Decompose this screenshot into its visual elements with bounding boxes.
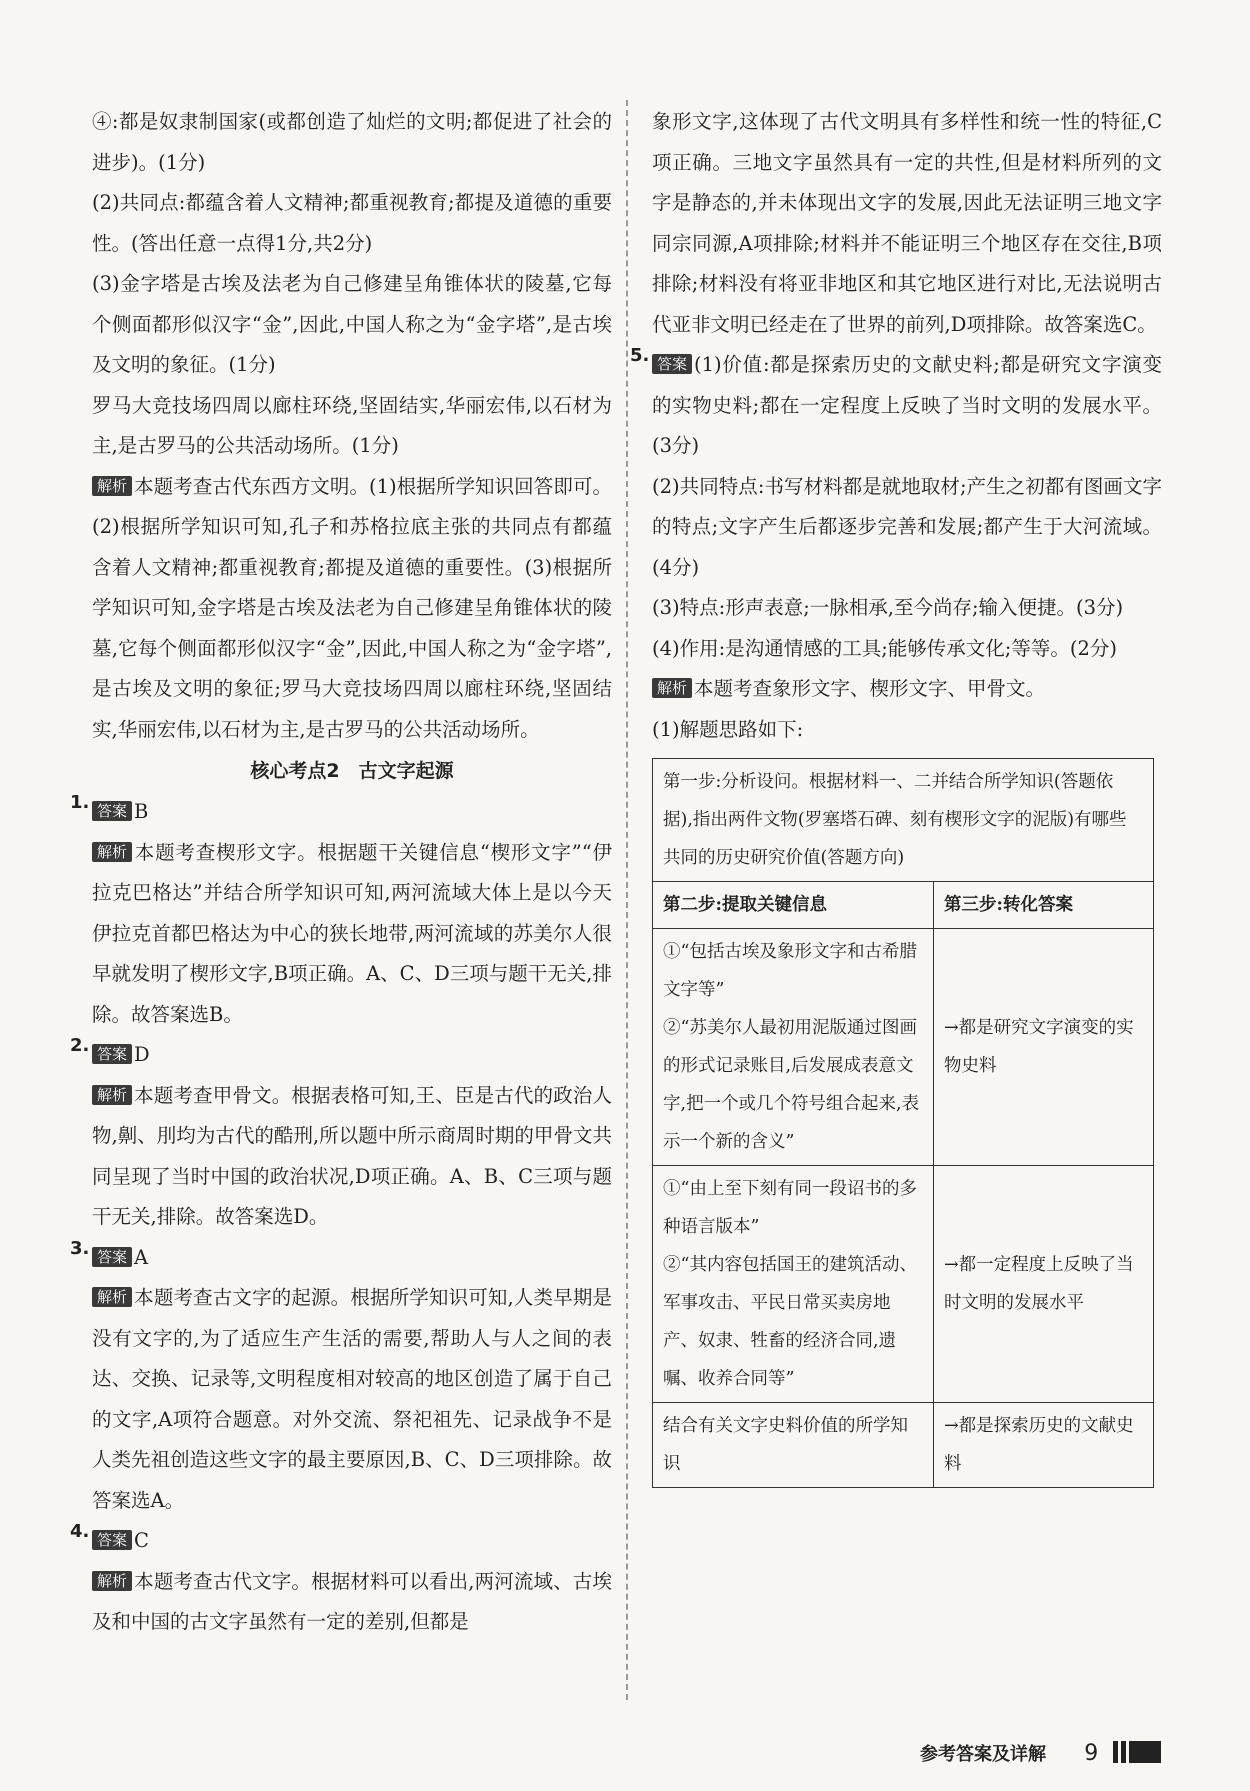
explanation-paragraph	[92, 1562, 612, 1643]
explanation-continued: 象形文字,这体现了古代文明具有多样性和统一性的特征,C项正确。三地文字虽然具有一定的共性,但是材料所列的文字是静态的,并未体现出文字的发展,因此无法证明三地文字同宗同源,A项排除;材料并不能证明三个地区存在交往,B项排除;材料没有将亚非地区和其它地区进行对比,无法说明古代亚非文明已经走在了世界的前列,D项排除。故答案选C。	[652, 110, 1162, 336]
explanation-text: 本题考查古文字的起源。根据所学知识可知,人类早期是没有文字的,为了适应生产生活的需要,帮助人与人之间的表达、交换、记录等,文明程度相对较高的地区创造了属于自己的文字,A项符合题意。对外交流、祭祀祖先、记录战争不是人类先祖创造这些文字的最主要原因,B、C、D三项排除。故答案选A。	[92, 1286, 612, 1512]
answer-paragraph: 罗马大竞技场四周以廊柱环绕,坚固结实,华丽宏伟,以石材为主,是古罗马的公共活动场所。(1分)	[92, 393, 612, 457]
key-info-cell: 结合有关文字史料价值的所学知识	[653, 1403, 934, 1488]
explanation-paragraph	[92, 467, 612, 751]
explanation-paragraph	[652, 669, 1162, 710]
answer-value: D	[134, 1043, 150, 1066]
answer-badge: 答案	[92, 801, 132, 821]
key-info-cell: ①“包括古埃及象形文字和古希腊文字等” ②“苏美尔人最初用泥版通过图画的形式记录账目,后发展成表意文字,把一个或几个符号组合起来,表示一个新的含义”	[653, 929, 934, 1166]
answer-cell: →都一定程度上反映了当时文明的发展水平	[934, 1166, 1154, 1403]
question-4	[70, 1521, 612, 1643]
question-number: 1.	[70, 792, 90, 813]
answer-badge: 答案	[652, 354, 692, 374]
answer-line	[652, 345, 1162, 467]
question-number: 2.	[70, 1035, 90, 1056]
answer-badge: 答案	[92, 1247, 132, 1267]
answer-paragraph: (3)金字塔是古埃及法老为自己修建呈角锥体状的陵墓,它每个侧面都形似汉字“金”,因此,中国人称之为“金字塔”,是古埃及文明的象征。(1分)	[92, 272, 612, 376]
question-5	[630, 345, 1162, 1488]
column-divider	[626, 100, 628, 1700]
explanation-text: 本题考查象形文字、楔形文字、甲骨文。	[694, 677, 1046, 700]
answer-cell: →都是探索历史的文献史料	[934, 1403, 1154, 1488]
analysis-badge: 解析	[92, 1571, 132, 1591]
analysis-badge: 解析	[652, 678, 692, 698]
answer-line	[92, 1521, 612, 1562]
key-info-cell: ①“由上至下刻有同一段诏书的多种语言版本” ②“其内容包括国王的建筑活动、军事攻击、平民日常买卖房地产、奴隶、牲畜的经济合同,遗嘱、收养合同等”	[653, 1166, 934, 1403]
question-number: 5.	[630, 345, 650, 366]
explanation-text: 本题考查古代文字。根据材料可以看出,两河流域、古埃及和中国的古文字虽然有一定的差别,但都是	[92, 1569, 612, 1633]
answer-value: A	[134, 1245, 149, 1269]
page-number: 9	[1084, 1741, 1099, 1766]
step3-header: 第三步:转化答案	[934, 882, 1154, 929]
answer-line	[92, 1238, 612, 1279]
answer-line	[92, 792, 612, 833]
footer-bars-icon	[1113, 1741, 1164, 1768]
page-footer	[920, 1740, 1164, 1768]
answer-line	[92, 1035, 612, 1076]
explanation-paragraph	[92, 833, 612, 1036]
step1-cell: 第一步:分析设问。根据材料一、二并结合所学知识(答题依据),指出两件文物(罗塞塔石碑、刻有楔形文字的泥版)有哪些共同的历史研究价值(答题方向)	[653, 759, 1154, 882]
explanation-paragraph	[92, 1278, 612, 1521]
answer-text: (1)价值:都是探索历史的文献史料;都是研究文字演变的实物史料;都在一定程度上反映了当时文明的发展水平。(3分)	[652, 353, 1162, 457]
question-3	[70, 1237, 612, 1522]
section-title: 核心考点2 古文字起源	[250, 760, 454, 782]
question-number: 4.	[70, 1521, 90, 1542]
answer-badge: 答案	[92, 1530, 132, 1550]
question-1	[70, 792, 612, 1035]
answer-paragraph: (3)特点:形声表意;一脉相承,至今尚存;输入便捷。(3分)	[652, 596, 1124, 619]
analysis-badge: 解析	[92, 842, 132, 862]
answer-badge: 答案	[92, 1044, 132, 1064]
answer-paragraph: (2)共同点:都蕴含着人文精神;都重视教育;都提及道德的重要性。(答出任意一点得1分,共2分)	[92, 191, 612, 255]
solution-steps-table	[652, 758, 1154, 1488]
analysis-badge: 解析	[92, 1085, 132, 1105]
answer-value: C	[134, 1529, 149, 1552]
question-2	[70, 1035, 612, 1238]
analysis-badge: 解析	[92, 476, 132, 496]
answer-paragraph: (2)共同特点:书写材料都是就地取材;产生之初都有图画文字的特点;文字产生后都逐步完善和发展;都产生于大河流域。(4分)	[652, 474, 1162, 579]
footer-label: 参考答案及详解	[920, 1744, 1046, 1765]
sub-heading: (1)解题思路如下:	[652, 717, 804, 741]
right-column	[630, 102, 1162, 1488]
left-column	[70, 102, 612, 1643]
question-number: 3.	[70, 1237, 90, 1259]
explanation-text: 本题考查古代东西方文明。(1)根据所学知识回答即可。(2)根据所学知识可知,孔子和苏格拉底主张的共同点有都蕴含着人文精神;都重视教育;都提及道德的重要性。(3)根据所学知识可知,金字塔是古埃及法老为自己修建呈角锥体状的陵墓,它每个侧面都形似汉字“金”,因此,中国人称之为“金字塔”,是古埃及文明的象征;罗马大竞技场四周以廊柱环绕,坚固结实,华丽宏伟,以石材为主,是古罗马的公共活动场所。	[92, 474, 612, 741]
answer-cell: →都是研究文字演变的实物史料	[934, 929, 1154, 1166]
answer-paragraph: (4)作用:是沟通情感的工具;能够传承文化;等等。(2分)	[652, 636, 1117, 660]
explanation-text: 本题考查楔形文字。根据题干关键信息“楔形文字”“伊拉克巴格达”并结合所学知识可知,两河流域大体上是以今天伊拉克首都巴格达为中心的狭长地带,两河流域的苏美尔人很早就发明了楔形文字,B项正确。A、C、D三项与题干无关,排除。故答案选B。	[92, 840, 612, 1026]
step2-header: 第二步:提取关键信息	[653, 882, 934, 929]
answer-paragraph: ④:都是奴隶制国家(或都创造了灿烂的文明;都促进了社会的进步)。(1分)	[92, 110, 612, 174]
analysis-badge: 解析	[92, 1287, 132, 1307]
explanation-paragraph	[92, 1076, 612, 1238]
answer-value: B	[134, 800, 149, 823]
explanation-text: 本题考查甲骨文。根据表格可知,王、臣是古代的政治人物,劓、刖均为古代的酷刑,所以题中所示商周时期的甲骨文共同呈现了当时中国的政治状况,D项正确。A、B、C三项与题干无关,排除。故答案选D。	[92, 1083, 612, 1228]
